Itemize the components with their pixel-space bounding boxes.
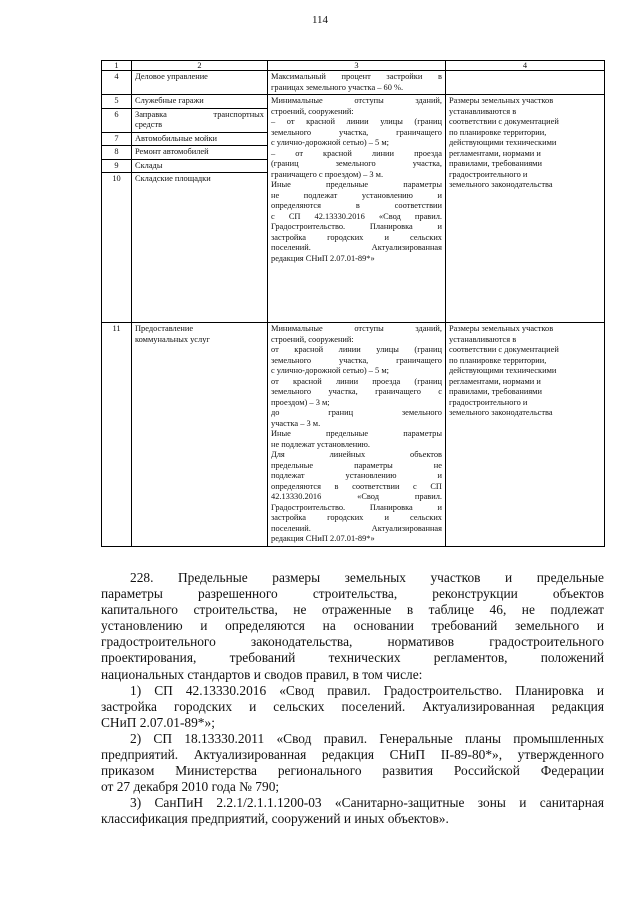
cell-line: Максимальный процент застройки в (271, 72, 442, 81)
cell-line: Минимальные отступы зданий, (271, 96, 442, 105)
text-line: проектирования, требований технических регламентов, положений (101, 650, 604, 666)
cell-line: Размеры земельных участков (449, 324, 554, 333)
cell-line: земельного участка, граничащего (271, 127, 442, 137)
cell-line: границах земельного участка – 60 %. (271, 82, 404, 92)
parameters-cell (268, 323, 446, 547)
paragraph (101, 731, 604, 795)
cell-line: регламентами, нормами и (449, 148, 541, 158)
text-line: 228. Предельные размеры земельных участков и предельные (130, 570, 604, 585)
cell-line: Предоставление (135, 324, 194, 333)
cell-line: не подлежат установлению. (271, 439, 371, 449)
header-cell: 2 (132, 61, 268, 71)
cell-line: проездом) – 3 м; (271, 397, 330, 407)
table-row (102, 71, 605, 95)
text-line: СНиП 2.07.01-89*»; (101, 714, 215, 730)
text-line: предприятий. Актуализированная редакция СНиП II-89-80*», утвержденного (101, 747, 604, 763)
row-number: 11 (102, 323, 132, 547)
row-number: 9 (102, 159, 132, 173)
row-number: 4 (102, 71, 132, 95)
cell-line: подлежат установлению и (271, 471, 442, 480)
use-name: Служебные гаражи (132, 95, 268, 109)
cell-line: земельного законодательства (449, 180, 553, 189)
cell-line: – от красной линии проезда (271, 148, 442, 158)
cell-line: застройка городских и сельских (271, 513, 442, 522)
text-line: классификация предприятий, сооружений и иных объектов». (101, 811, 449, 827)
cell-line: Градостроительство. Планировка и (271, 222, 442, 231)
cell-line: Размеры земельных участков (449, 96, 554, 105)
cell-line: градостроительного и (449, 169, 528, 179)
text-line: приказом Министерства регионального развития Российской Федерации (101, 763, 604, 779)
paragraph (101, 795, 604, 827)
cell-line: участка – 3 м. (271, 418, 321, 428)
cell-line: устанавливаются в (449, 106, 517, 116)
cell-line: земельного участка, граничащего с (271, 387, 442, 396)
zoning-table (101, 60, 605, 547)
cell-line: с улично-дорожной сетью) – 5 м; (271, 138, 389, 147)
cell-line: застройка городских и сельских (271, 232, 442, 242)
cell-line: граничащего с проездом) – 3 м. (271, 169, 384, 179)
cell-line: Минимальные отступы зданий, (271, 324, 442, 333)
cell-line: определяются в соответствии (271, 201, 442, 210)
cell-line: строений, сооружений: (271, 106, 354, 116)
cell-line: предельные параметры не (271, 460, 442, 470)
text-line: установлению и определяются на основании требований земельного и (101, 618, 604, 634)
row-number: 6 (102, 108, 132, 132)
cell-line: (границ земельного участка, (271, 159, 442, 168)
cell-line: Заправка транспортных (135, 109, 264, 119)
parameters-cell (268, 71, 446, 95)
lot-size-cell (446, 95, 605, 323)
row-number: 7 (102, 132, 132, 146)
table-header-row (102, 61, 605, 71)
cell-line: по планировке территории, (449, 355, 547, 365)
text-line: 3) СанПиН 2.2.1/2.1.1.1200-03 «Санитарно-защитные зоны и санитарная (130, 795, 604, 811)
parameters-cell (268, 95, 446, 323)
text-line: 2) СП 18.13330.2011 «Свод правил. Генеральные планы промышленных (130, 730, 604, 746)
cell-line: правилами, требованиями (449, 159, 542, 168)
cell-line: строений, сооружений: (271, 334, 354, 344)
cell-line: 42.13330.2016 «Свод правил. (271, 492, 442, 501)
page-number: 114 (311, 14, 329, 26)
row-number: 8 (102, 146, 132, 160)
use-name (132, 108, 268, 132)
use-name: Ремонт автомобилей (132, 146, 268, 160)
cell-line: земельного законодательства (449, 408, 553, 417)
cell-line: определяются в соответствии с СП (271, 481, 442, 491)
cell-line: градостроительного и (449, 397, 528, 407)
cell-line: устанавливаются в (449, 334, 517, 344)
text-line: от 27 декабря 2010 года № 790; (101, 779, 280, 795)
cell-line: поселений. Актуализированная (271, 523, 442, 533)
text-line: 1) СП 42.13330.2016 «Свод правил. Градостроительство. Планировка и (130, 682, 604, 698)
table-row (102, 95, 605, 109)
cell-line: не подлежат установлению и (271, 190, 442, 200)
table-row (102, 323, 605, 547)
cell-line: поселений. Актуализированная (271, 243, 442, 252)
paragraph (101, 683, 604, 731)
empty-cell (446, 71, 605, 95)
cell-line: регламентами, нормами и (449, 376, 541, 386)
row-number: 10 (102, 173, 132, 323)
header-cell: 4 (446, 61, 605, 71)
header-cell: 1 (102, 61, 132, 71)
cell-line: редакция СНиП 2.07.01-89*» (271, 253, 375, 263)
cell-line: Иные предельные параметры (271, 429, 442, 438)
text-line: параметры разрешенного строительства, реконструкции объектов (101, 586, 604, 602)
lot-size-cell (446, 323, 605, 547)
cell-line: по планировке территории, (449, 127, 547, 137)
row-number: 5 (102, 95, 132, 109)
use-name: Складские площадки (132, 173, 268, 323)
cell-line: с улично-дорожной сетью) – 5 м; (271, 366, 389, 375)
cell-line: редакция СНиП 2.07.01-89*» (271, 534, 375, 543)
paragraph (101, 570, 604, 683)
cell-line: Для линейных объектов (271, 450, 442, 459)
cell-line: земельного участка, граничащего (271, 355, 442, 365)
cell-line: с СП 42.13330.2016 «Свод правил. (271, 211, 442, 221)
cell-line: Иные предельные параметры (271, 180, 442, 189)
cell-line: действующими техническими (449, 138, 557, 147)
use-name: Деловое управление (132, 71, 268, 95)
text-line: градостроительного законодательства, нормативов градостроительного (101, 634, 604, 650)
cell-line: соответствии с документацией (449, 117, 559, 126)
cell-line: – от красной линии улицы (границ (271, 117, 442, 126)
header-cell: 3 (268, 61, 446, 71)
cell-line: соответствии с документацией (449, 345, 559, 354)
cell-line: до границ земельного (271, 408, 442, 417)
cell-line: Градостроительство. Планировка и (271, 502, 442, 512)
cell-line: от красной линии проезда (границ (271, 376, 442, 386)
cell-line: от красной линии улицы (границ (271, 345, 442, 354)
use-name: Автомобильные мойки (132, 132, 268, 146)
cell-line: действующими техническими (449, 366, 557, 375)
cell-line: коммунальных услуг (135, 334, 210, 344)
use-name (132, 323, 268, 547)
cell-line: правилами, требованиями (449, 387, 542, 396)
cell-line: средств (135, 120, 163, 129)
text-line: застройка городских и сельских поселений. Актуализированная редакция (101, 698, 604, 714)
use-name: Склады (132, 159, 268, 173)
text-line: капитального строительства, не отраженные в таблице 46, не подлежат (101, 602, 604, 618)
body-text (101, 570, 604, 828)
text-line: национальных стандартов и сводов правил, в том числе: (101, 666, 423, 682)
